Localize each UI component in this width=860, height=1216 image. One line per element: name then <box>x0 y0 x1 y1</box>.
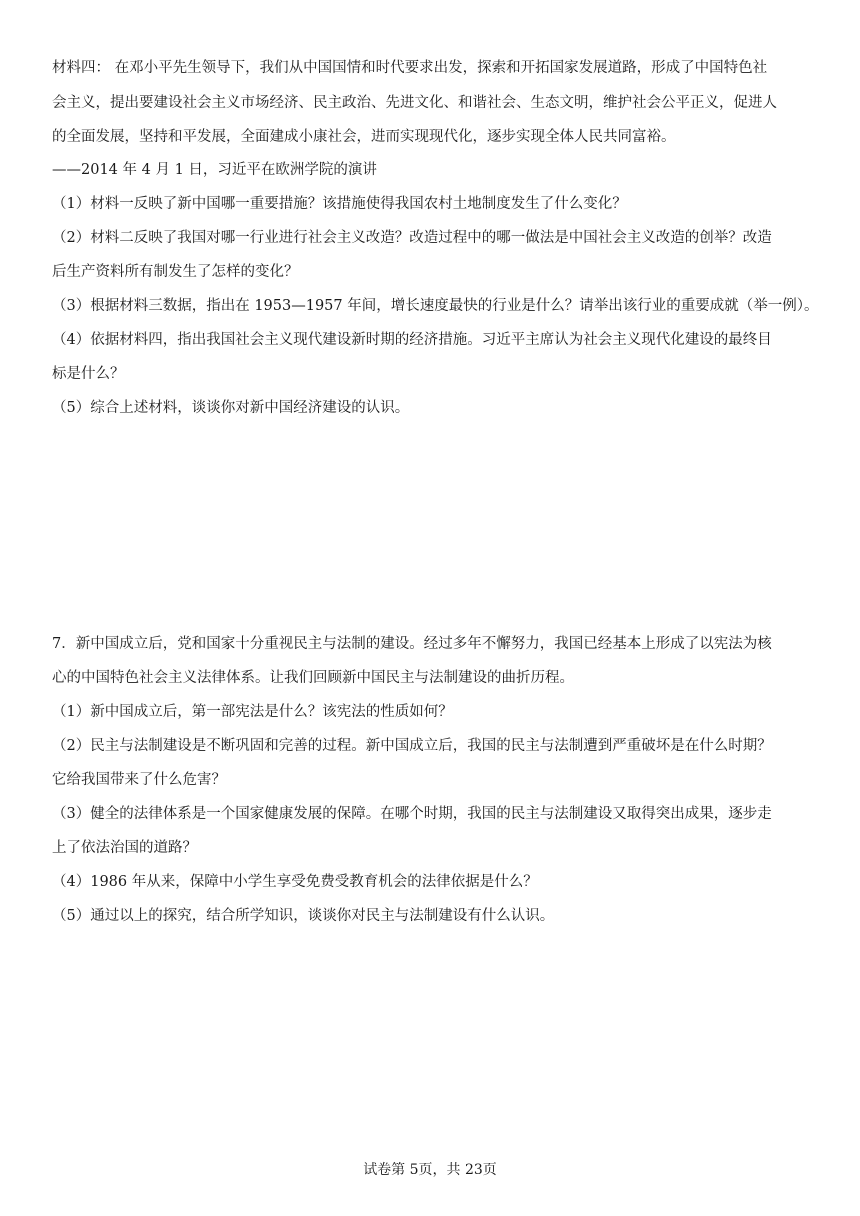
q6-sub-2-line-1: （2）材料二反映了我国对哪一行业进行社会主义改造？改造过程中的哪一做法是中国社会主义改造的创举？改造 <box>52 230 772 246</box>
q6-sub-3: （3）根据材料三数据，指出在 1953—1957 年间，增长速度最快的行业是什么？请举出该行业的重要成就（举一例）。 <box>52 298 819 314</box>
q7-sub-2-line-1: （2）民主与法制建设是不断巩固和完善的过程。新中国成立后，我国的民主与法制遭到严重破坏是在什么时期？ <box>52 738 772 754</box>
q6-sub-2-line-2: 后生产资料所有制发生了怎样的变化？ <box>52 264 299 280</box>
q6-sub-1: （1）材料一反映了新中国哪一重要措施？该措施使得我国农村土地制度发生了什么变化？ <box>52 196 627 212</box>
q7-sub-5: （5）通过以上的探究，结合所学知识，谈谈你对民主与法制建设有什么认识。 <box>52 908 555 924</box>
q7-intro-line-1: 7．新中国成立后，党和国家十分重视民主与法制的建设。经过多年不懈努力，我国已经基本上形成了以宪法为核 <box>52 636 772 652</box>
q7-intro-line-2: 心的中国特色社会主义法律体系。让我们回顾新中国民主与法制建设的曲折历程。 <box>52 670 574 686</box>
material-four-line-2: 会主义，提出要建设社会主义市场经济、民主政治、先进文化、和谐社会、生态文明，维护社会公平正义，促进人 <box>52 95 777 111</box>
q7-sub-2-line-2: 它给我国带来了什么危害？ <box>52 772 226 788</box>
material-four-source: ——2014 年 4 月 1 日，习近平在欧洲学院的演讲 <box>52 162 377 178</box>
q6-sub-5: （5）综合上述材料，谈谈你对新中国经济建设的认识。 <box>52 400 410 416</box>
q6-sub-4-line-1: （4）依据材料四，指出我国社会主义现代建设新时期的经济措施。习近平主席认为社会主义现代化建设的最终目 <box>52 332 772 348</box>
q7-sub-3-line-1: （3）健全的法律体系是一个国家健康发展的保障。在哪个时期，我国的民主与法制建设又取得突出成果，逐步走 <box>52 806 772 822</box>
q6-sub-4-line-2: 标是什么？ <box>52 366 125 382</box>
material-four-line-3: 的全面发展，坚持和平发展，全面建成小康社会，进而实现现代化，逐步实现全体人民共同富裕。 <box>52 129 676 145</box>
q7-sub-3-line-2: 上了依法治国的道路？ <box>52 840 197 856</box>
q7-sub-4: （4）1986 年从来，保障中小学生享受免费受教育机会的法律依据是什么？ <box>52 874 538 890</box>
q7-sub-1: （1）新中国成立后，第一部宪法是什么？该宪法的性质如何？ <box>52 704 453 720</box>
page-footer: 试卷第 5页，共 23页 <box>363 1162 497 1178</box>
material-four-line-1: 材料四： 在邓小平先生领导下，我们从中国国情和时代要求出发，探索和开拓国家发展道路，形成了中国特色社 <box>52 60 768 76</box>
